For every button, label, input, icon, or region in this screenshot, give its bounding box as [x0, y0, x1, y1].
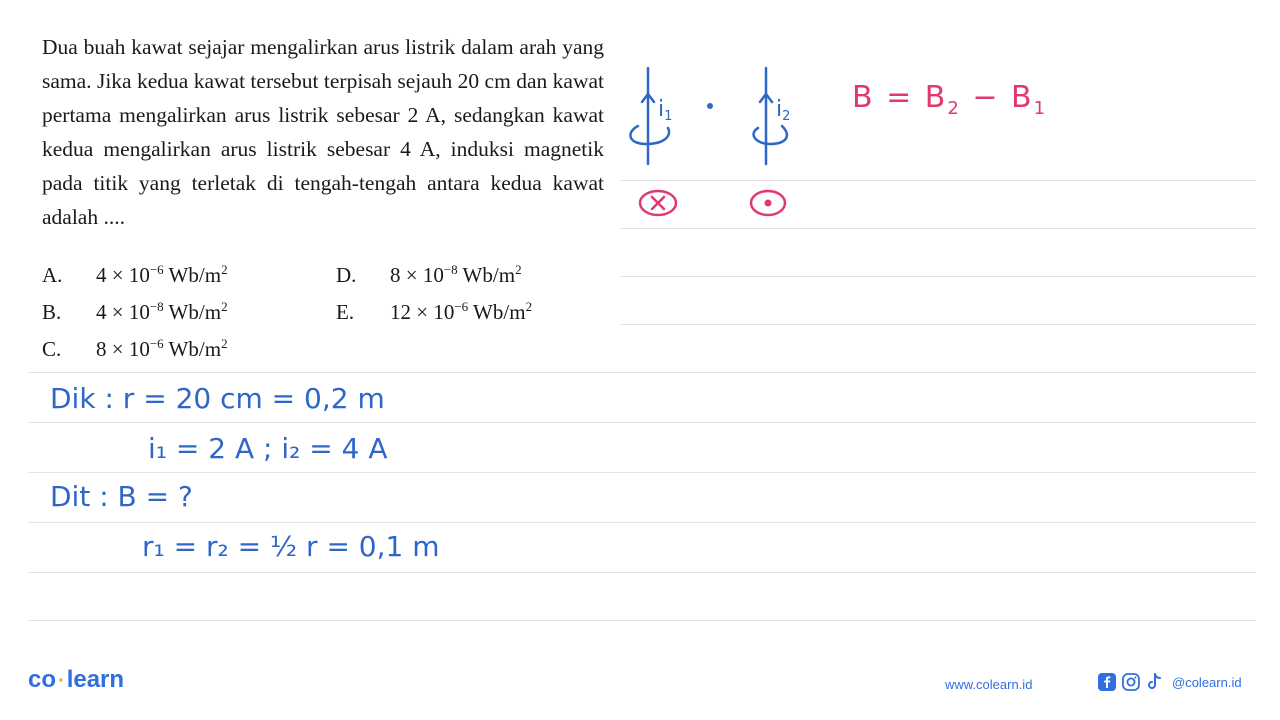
half-distance-line: r₁ = r₂ = ½ r = 0,1 m: [142, 530, 440, 563]
option-e[interactable]: E. $12 \times 10^{-6}$ $Wb/m^2$: [336, 299, 533, 324]
ruled-line: [28, 572, 1256, 573]
field-loop-1: [630, 126, 669, 144]
ruled-line: [28, 522, 1256, 523]
midpoint-dot: [707, 103, 713, 109]
wire-2-label: i2: [776, 97, 791, 124]
ruled-line: [620, 324, 1256, 325]
website-link[interactable]: www.colearn.id: [945, 677, 1033, 692]
colearn-logo[interactable]: co ·learn: [28, 666, 125, 693]
instagram-icon[interactable]: [1122, 673, 1140, 691]
option-c[interactable]: C. $8 \times 10^{-6}$ $Wb/m^2$: [42, 336, 228, 361]
ruled-line: [28, 472, 1256, 473]
facebook-icon[interactable]: [1098, 673, 1116, 691]
option-a[interactable]: A. $4 \times 10^{-6}$ $Wb/m^2$: [42, 262, 228, 287]
social-links: [1098, 673, 1242, 691]
social-handle[interactable]: @colearn.id: [1172, 674, 1242, 690]
ruled-line: [28, 620, 1256, 621]
option-letter: A.: [42, 263, 63, 287]
option-letter: D.: [336, 263, 357, 287]
field-loop-2: [754, 126, 787, 144]
wire-1-label: i1: [658, 97, 673, 124]
given-line-radius: Dik : r = 20 cm = 0,2 m: [50, 382, 385, 415]
wire-diagram: [620, 60, 840, 220]
given-line-currents: i₁ = 2 A ; i₂ = 4 A: [148, 432, 388, 465]
tiktok-icon[interactable]: [1146, 673, 1162, 691]
option-letter: B.: [42, 300, 62, 324]
option-letter: E.: [336, 300, 355, 324]
ruled-line: [620, 228, 1256, 229]
option-b[interactable]: B. $4 \times 10^{-8}$ $Wb/m^2$: [42, 299, 228, 324]
ruled-line: [28, 372, 1256, 373]
problem-text: Dua buah kawat sejajar mengalirkan arus listrik dalam arah yang sama. Jika kedua kawat tersebut terpisah sejauh 20 cm dan kawat pertama mengalirkan arus listrik sebesar 2 A, sedangkan kawat kedua mengalirkan arus listrik sebesar 4 A, induksi magnetik pada titik yang terletak di tengah-tengah antara kedua kawat adalah ....: [42, 35, 604, 229]
ruled-line: [620, 276, 1256, 277]
asked-line: Dit : B = ?: [50, 480, 193, 513]
option-letter: C.: [42, 337, 62, 361]
ruled-line: [28, 422, 1256, 423]
field-formula: $B = B_2 - B_1$: [852, 80, 1048, 119]
option-d[interactable]: D. $8 \times 10^{-8}$ $Wb/m^2$: [336, 262, 522, 287]
